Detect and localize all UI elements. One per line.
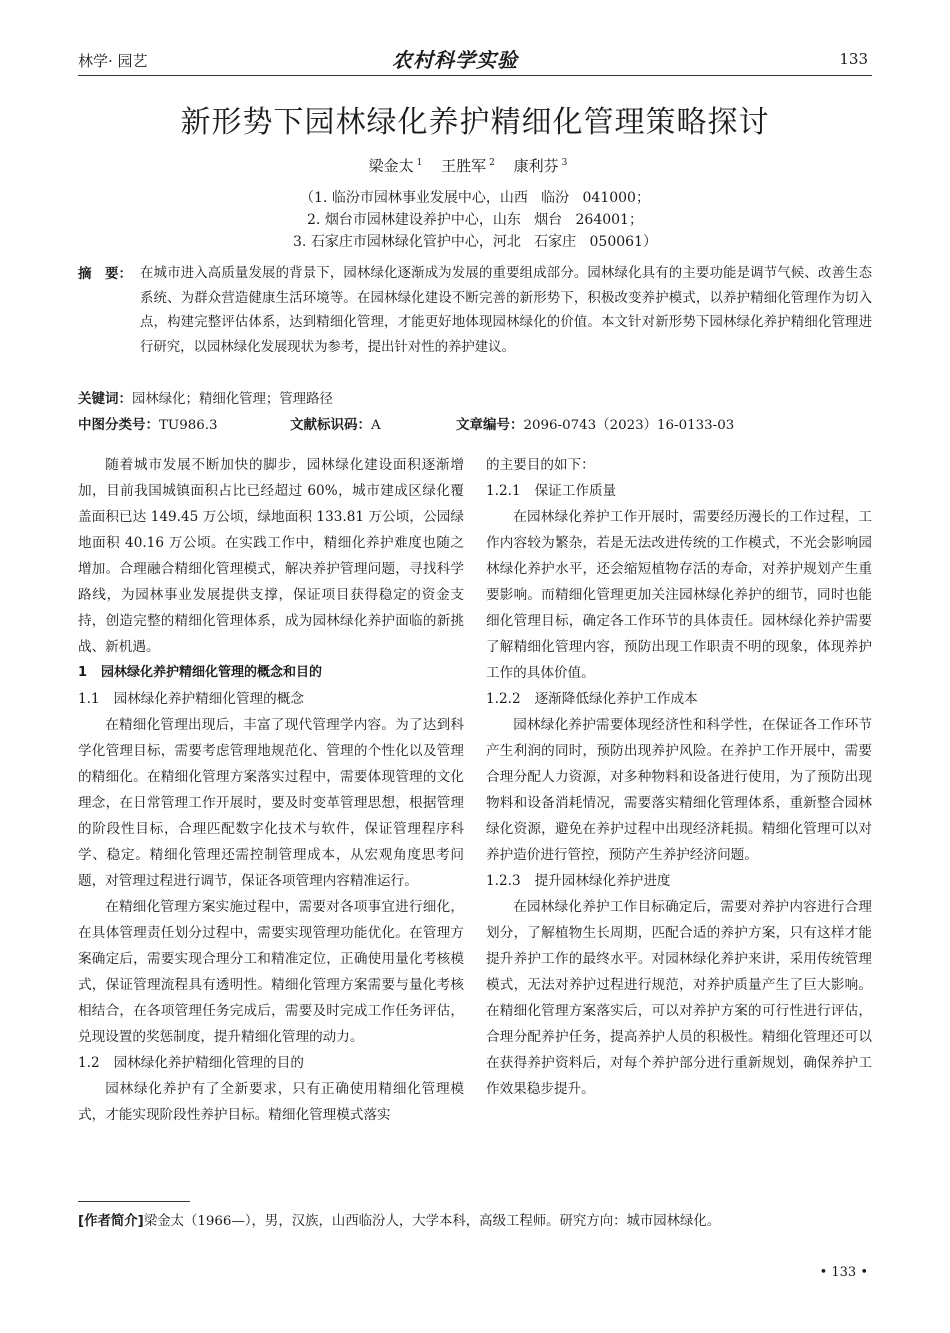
header-page-number: 133 <box>839 50 868 68</box>
subsection-heading <box>78 686 464 712</box>
footer-page-number: • 133 • <box>819 1265 868 1280</box>
subsection-heading <box>486 868 872 894</box>
body-left-column <box>78 452 464 1128</box>
header-section: 林学· 园艺 <box>78 52 148 70</box>
author-name: 梁金太 <box>368 157 414 175</box>
author-name: 王胜军 <box>441 157 487 175</box>
body-paragraph: 在园林绿化养护工作开展时，需要经历漫长的工作过程，工作内容较为繁杂，若是无法改进传统的工作模式，不光会影响园林绿化养护水平，还会缩短植物存活的寿命，对养护规划产生重要影响。而精细化管理更加关注园林绿化养护的细节，同时也能细化管理目标，确定各工作环节的具体责任。园林绿化养护需要了解精细化管理内容，预防出现工作职责不明的现象，体现养护工作的具体价值。 <box>486 509 872 681</box>
subsection-title: 园林绿化养护精细化管理的概念 <box>113 691 304 707</box>
affiliation: （1. 临汾市园林事业发展中心，山西 临汾 041000； <box>300 190 650 206</box>
author-affil-mark: 3 <box>561 158 568 168</box>
article-number <box>456 413 734 433</box>
author-affil-mark: 1 <box>416 158 423 168</box>
footnote-label: [作者简介] <box>78 1214 144 1229</box>
article-title: 新形势下园林绿化养护精细化管理策略探讨 <box>180 105 770 140</box>
section-heading <box>78 660 464 686</box>
body-paragraph: 在精细化管理出现后，丰富了现代管理学内容。为了达到科学化管理目标，需要考虑管理地规范化、管理的个性化以及管理的精细化。在精细化管理方案落实过程中，需要体现管理的文化理念，在日常管理工作开展时，要及时变革管理思想，根据管理的阶段性目标，合理匹配数字化技术与软件，保证管理程序科学、稳定。精细化管理还需控制管理成本，从宏观角度思考问题，对管理过程进行调节，保证各项管理内容精准运行。 <box>78 717 464 889</box>
author-list <box>0 155 950 176</box>
body-paragraph: 在精细化管理方案实施过程中，需要对各项事宜进行细化，在具体管理责任划分过程中，需要实现管理功能优化。在管理方案确定后，需要实现合理分工和精准定位，正确使用量化考核模式，保证管理流程具有透明性。精细化管理方案需要与量化考核相结合，在各项管理任务完成后，需要及时完成工作任务评估，兑现设置的奖惩制度，提升精细化管理的动力。 <box>78 899 464 1045</box>
author-affil-mark: 2 <box>489 158 495 168</box>
subsection-title: 保证工作质量 <box>534 483 617 499</box>
author-name: 康利芬 <box>513 157 559 175</box>
subsection-number: 1.1 <box>78 691 100 707</box>
abstract-text: 在城市进入高质量发展的背景下，园林绿化逐渐成为发展的重要组成部分。园林绿化具有的主要功能是调节气候、改善生态系统、为群众营造健康生活环境等。在园林绿化建设不断完善的新形势下，积极改变养护模式，以养护精细化管理作为切入点，构建完整评估体系，达到精细化管理，才能更好地体现园林绿化的价值。本文针对新形势下园林绿化养护精细化管理进行研究，以园林绿化发展现状为参考，提出针对性的养护建议。 <box>140 266 872 355</box>
author-footnote <box>78 1210 720 1229</box>
clc-label: 中图分类号： <box>78 417 159 433</box>
keywords-text: 园林绿化；精细化管理；管理路径 <box>132 392 333 407</box>
abstract-label: 摘 要： <box>78 266 132 282</box>
header-rule <box>78 75 872 76</box>
doc-value: A <box>371 418 381 433</box>
body-paragraph: 园林绿化养护有了全新要求，只有正确使用精细化管理模式，才能实现阶段性养护目标。精细化管理模式落实 <box>78 1081 464 1123</box>
body-right-column <box>486 452 872 1102</box>
journal-logo: 农村科学实验 <box>392 48 518 72</box>
clc-value: TU986.3 <box>159 418 218 433</box>
keywords-label: 关键词： <box>78 391 132 407</box>
body-paragraph: 园林绿化养护需要体现经济性和科学性，在保证各工作环节产生利润的同时，预防出现养护风险。在养护工作开展中，需要合理分配人力资源，对多种物料和设备进行使用，为了预防出现物料和设备消耗情况，需要落实精细化管理体系，重新整合园林绿化资源，避免在养护过程中出现经济耗损。精细化管理可以对养护造价进行管控，预防产生养护经济问题。 <box>486 717 872 863</box>
subsection-heading <box>78 1050 464 1076</box>
footnote-text: 梁金太（1966—），男，汉族，山西临汾人，大学本科，高级工程师。研究方向：城市园林绿化。 <box>143 1214 721 1229</box>
subsection-heading <box>486 478 872 504</box>
document-code <box>290 413 381 433</box>
subsection-number: 1.2.2 <box>486 691 521 707</box>
body-paragraph: 随着城市发展不断加快的脚步，园林绿化建设面积逐渐增加，目前我国城镇面积占比已经超过 60%，城市建成区绿化覆盖面积已达 149.45 万公顷，绿地面积 133.81 万公顷，公园绿地面积 40.16 万公顷。在实践工作中，精细化养护难度也随之增加。合理融合精细化管理模式，解决养护管理问题，寻找科学路线，为园林事业发展提供支撑，保证项目获得稳定的资金支持，创造完整的精细化管理体系，成为园林绿化养护面临的新挑战、新机遇。 <box>78 457 464 655</box>
body-paragraph: 在园林绿化养护工作目标确定后，需要对养护内容进行合理划分，了解植物生长周期，匹配合适的养护方案，只有这样才能提升养护工作的最终水平。对园林绿化养护来讲，采用传统管理模式，无法对养护过程进行规范，对养护质量产生了巨大影响。在精细化管理方案落实后，可以对养护方案的可行性进行评估，合理分配养护任务，提高养护人员的积极性。精细化管理还可以在获得养护资料后，对每个养护部分进行重新规划，确保养护工作效果稳步提升。 <box>486 899 872 1097</box>
section-title: 园林绿化养护精细化管理的概念和目的 <box>101 665 323 680</box>
subsection-number: 1.2 <box>78 1055 100 1071</box>
doc-label: 文献标识码： <box>290 417 371 433</box>
clc-number <box>78 413 218 433</box>
subsection-title: 园林绿化养护精细化管理的目的 <box>113 1055 304 1071</box>
subsection-number: 1.2.3 <box>486 873 521 889</box>
section-number: 1 <box>78 665 88 680</box>
body-paragraph: 的主要目的如下： <box>486 457 595 473</box>
affiliation-list <box>0 187 950 253</box>
abstract <box>78 262 872 360</box>
subsection-heading <box>486 686 872 712</box>
footnote-rule <box>78 1201 190 1202</box>
subsection-title: 逐渐降低绿化养护工作成本 <box>534 691 698 707</box>
affiliation: 2. 烟台市园林建设养护中心，山东 烟台 264001； <box>307 212 643 228</box>
subsection-title: 提升园林绿化养护进度 <box>534 873 671 889</box>
article-value: 2096-0743（2023）16-0133-03 <box>523 418 735 433</box>
article-label: 文章编号： <box>456 417 524 433</box>
affiliation: 3. 石家庄市园林绿化管护中心，河北 石家庄 050061） <box>293 234 657 250</box>
keywords <box>78 387 333 407</box>
subsection-number: 1.2.1 <box>486 483 521 499</box>
